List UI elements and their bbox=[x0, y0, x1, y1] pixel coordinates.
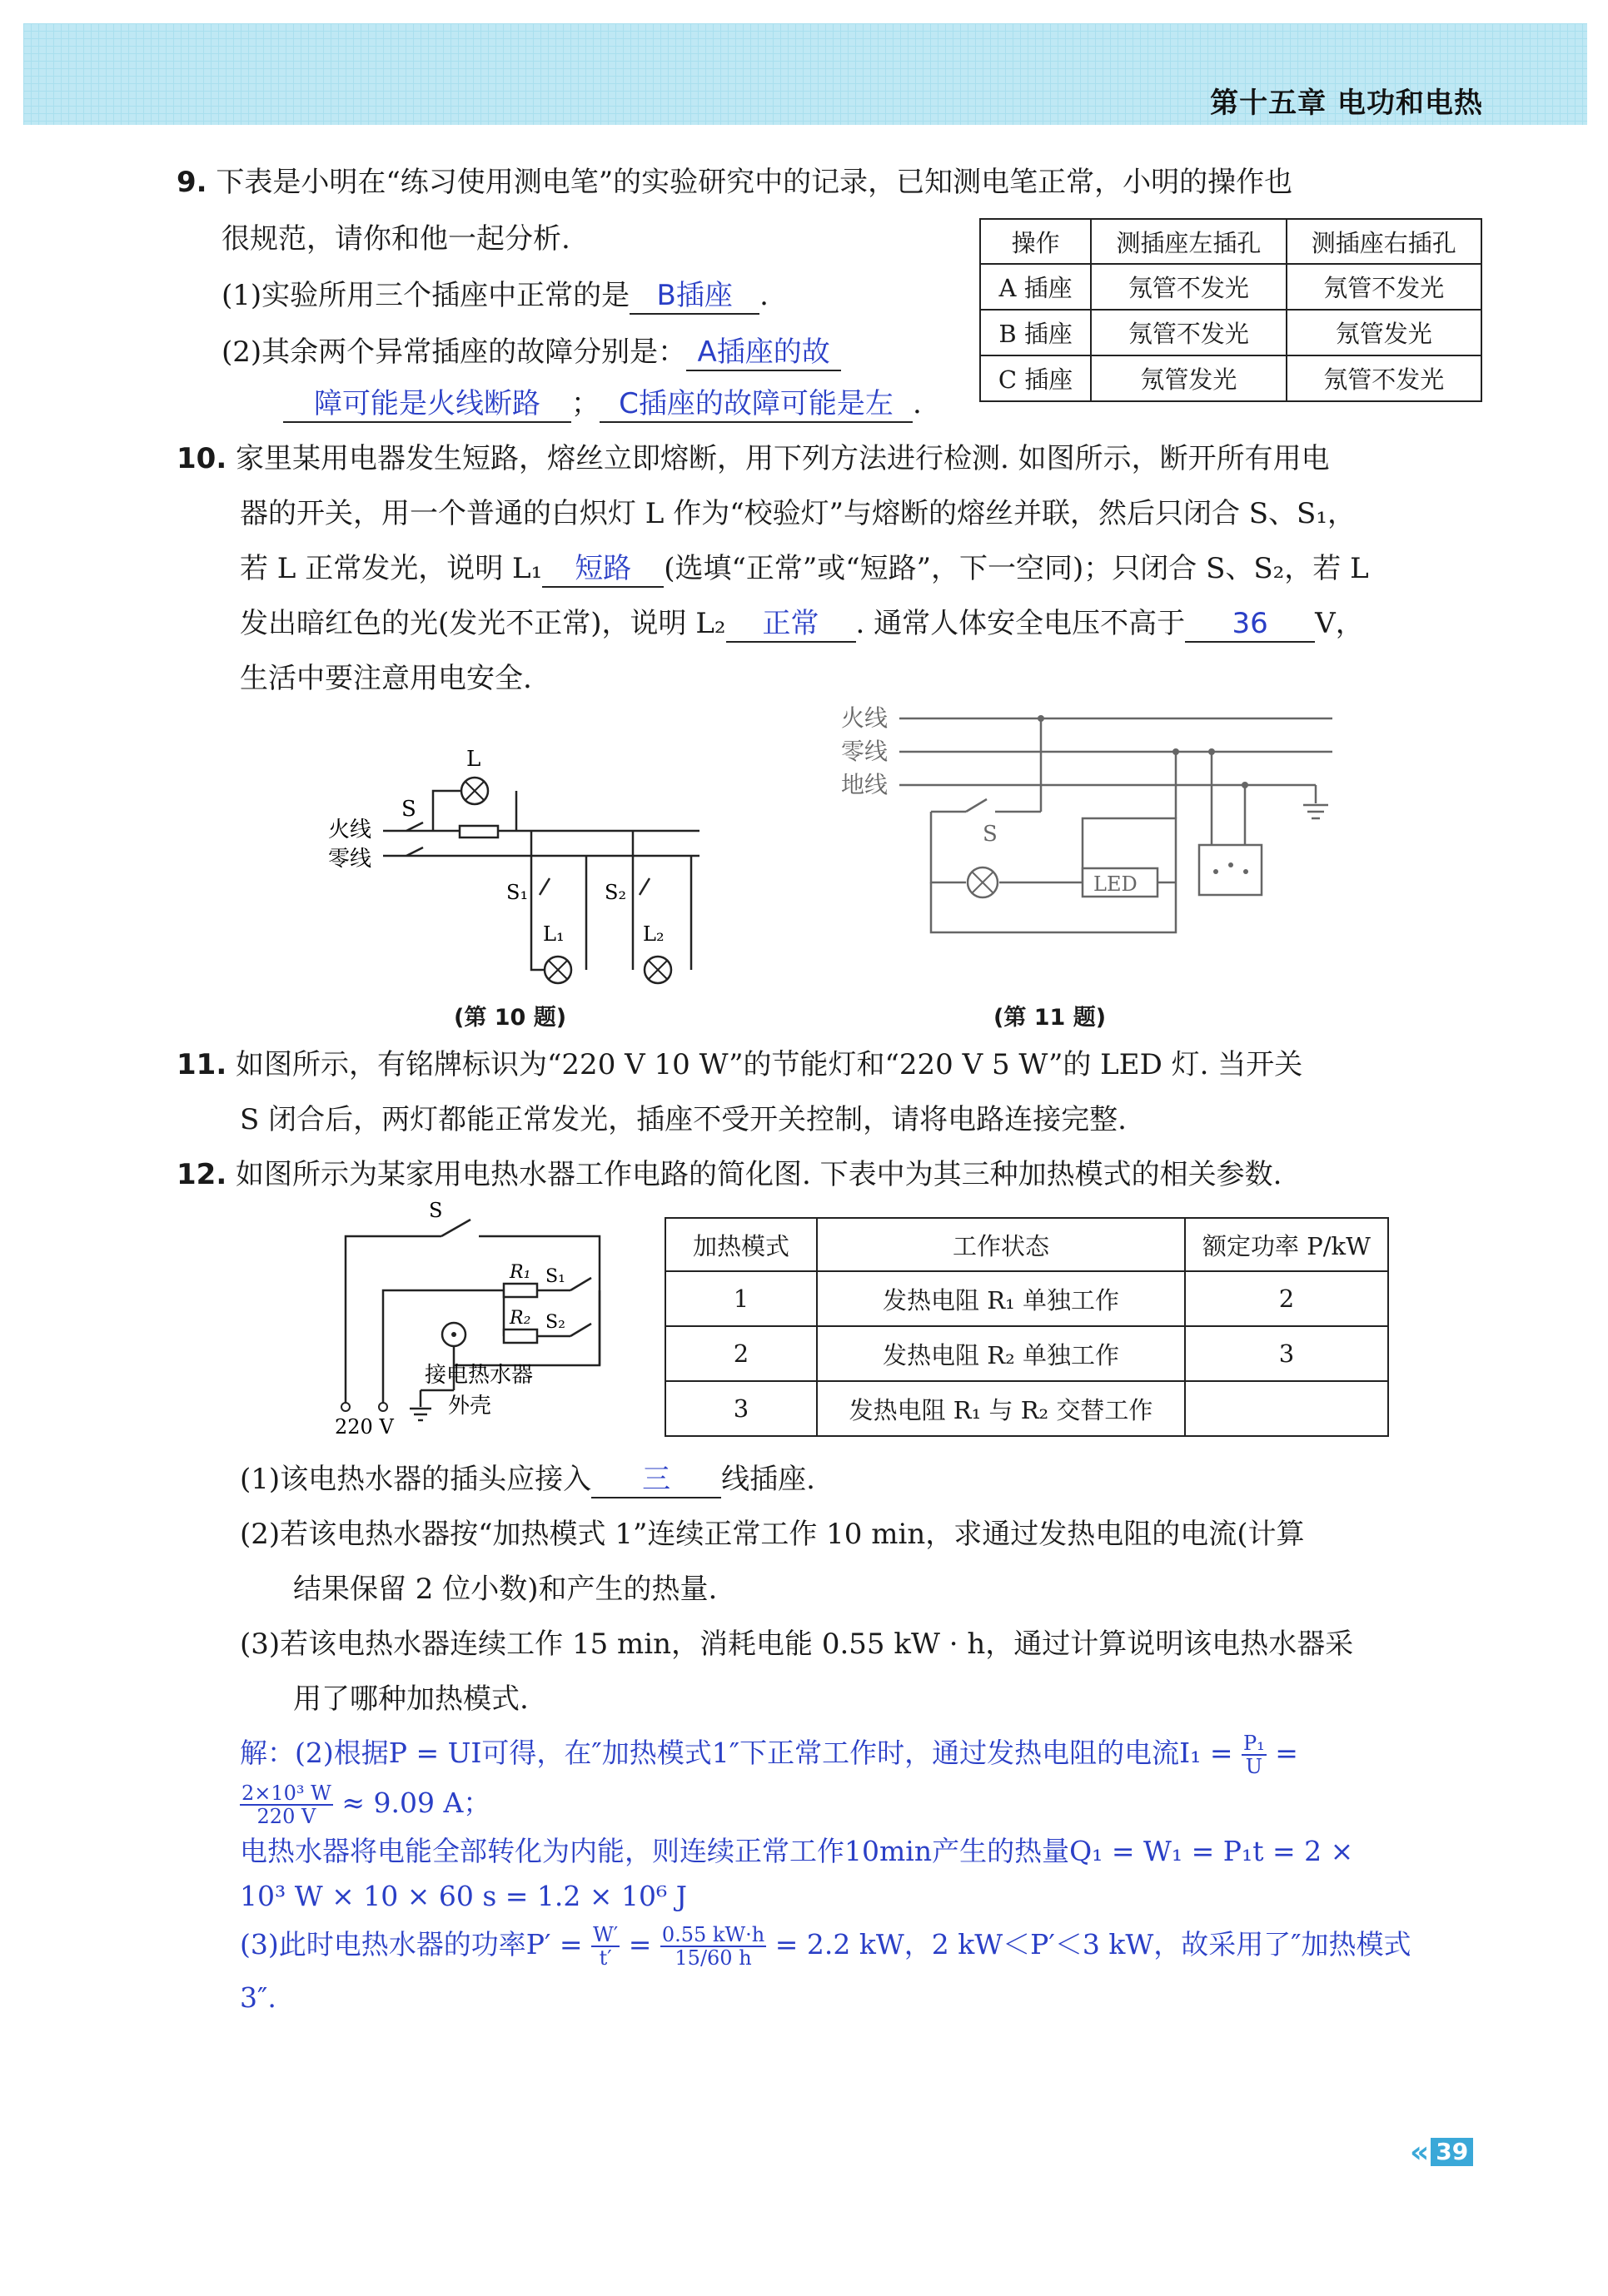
q12-th-0: 加热模式 bbox=[665, 1218, 817, 1271]
fig10-L-label: L bbox=[466, 747, 481, 772]
q9-p2-suffix: . bbox=[913, 387, 922, 420]
q9-p2-sep: ； bbox=[571, 387, 600, 420]
q10-line5: 生活中要注意用电安全. bbox=[240, 662, 532, 695]
solution-l5-b: = bbox=[620, 1928, 660, 1961]
resistor-R1-icon bbox=[504, 1284, 537, 1297]
q12-table-header bbox=[665, 1218, 1388, 1271]
q9-table bbox=[979, 218, 1482, 402]
q9-cell: 氖管不发光 bbox=[1287, 355, 1481, 401]
q12-p1-suffix: 线插座. bbox=[721, 1463, 815, 1496]
q9-p2-prefix: (2)其余两个异常插座的故障分别是： bbox=[222, 335, 687, 369]
resistor-R2-icon bbox=[504, 1329, 537, 1343]
q10-line1-text: 家里某用电器发生短路，熔丝立即熔断，用下列方法进行检测. 如图所示，断开所有用电 bbox=[236, 442, 1330, 475]
q9-cell: 氖管不发光 bbox=[1287, 264, 1481, 310]
fig12-R2-label: R₂ bbox=[510, 1308, 531, 1329]
solution-frac-p1-u bbox=[1242, 1732, 1267, 1777]
q9-cell: 氖管发光 bbox=[1287, 310, 1481, 355]
fig10-zero-label: 零线 bbox=[328, 847, 372, 872]
frac-numerator: W′ bbox=[593, 1923, 619, 1946]
fig10-L2-label: L₂ bbox=[643, 922, 665, 946]
q9-p2-answer-a: A插座的故 bbox=[686, 335, 841, 371]
table-row bbox=[980, 310, 1481, 355]
solution-line2 bbox=[240, 1780, 490, 1827]
q10-answer-2: 正常 bbox=[726, 606, 856, 643]
q9-cell: 氖管不发光 bbox=[1091, 310, 1286, 355]
q12-line1 bbox=[177, 1147, 1282, 1202]
q11-line1 bbox=[177, 1037, 1302, 1092]
frac-denominator: t′ bbox=[599, 1946, 612, 1970]
solution-line3: 电热水器将电能全部转化为内能，则连续正常工作10min产生的热量Q₁ = W₁ = P₁t = 2 × bbox=[240, 1835, 1354, 1867]
figure-11-circuit bbox=[833, 695, 1349, 945]
q12-cell: 3 bbox=[1185, 1326, 1388, 1381]
q10-answer-3: 36 bbox=[1185, 606, 1315, 643]
q9-part2-cont bbox=[283, 376, 922, 431]
q12-part3-line1: (3)若该电热水器连续工作 15 min，消耗电能 0.55 kW · h，通过计算说明该电热水器采 bbox=[240, 1628, 1354, 1661]
q9-part1 bbox=[222, 268, 769, 323]
solution-l2-b: ≈ 9.09 A； bbox=[332, 1787, 491, 1819]
page-number-badge bbox=[1410, 2136, 1485, 2168]
fig12-S1-label: S₁ bbox=[545, 1266, 565, 1287]
q11-number: 11. bbox=[177, 1048, 227, 1081]
table-row bbox=[665, 1381, 1388, 1436]
q9-table-header bbox=[980, 219, 1481, 264]
q12-cell: 发热电阻 R₁ 单独工作 bbox=[817, 1271, 1185, 1326]
q10-answer-1: 短路 bbox=[542, 551, 664, 588]
solution-frac-value bbox=[240, 1782, 333, 1827]
fig10-S2-label: S₂ bbox=[605, 881, 627, 904]
q12-stem: 如图所示为某家用电热水器工作电路的简化图. 下表中为其三种加热模式的相关参数. bbox=[236, 1158, 1282, 1191]
q9-th-2: 测插座右插孔 bbox=[1287, 219, 1481, 264]
frac-numerator: 0.55 kW·h bbox=[661, 1923, 765, 1946]
q9-cell: 氖管不发光 bbox=[1091, 264, 1286, 310]
q12-p1-prefix: (1)该电热水器的插头应接入 bbox=[240, 1463, 592, 1496]
q10-number: 10. bbox=[177, 442, 227, 475]
figure-10-circuit bbox=[316, 733, 716, 999]
q10-line4 bbox=[240, 596, 1364, 651]
fig12-S-label: S bbox=[429, 1199, 443, 1222]
q12-cell: 发热电阻 R₂ 单独工作 bbox=[817, 1326, 1185, 1381]
table-row bbox=[980, 264, 1481, 310]
fig12-voltage-label: 220 V bbox=[335, 1415, 394, 1439]
q12-cell: 3 bbox=[665, 1381, 817, 1436]
q9-cell: A 插座 bbox=[980, 264, 1091, 310]
table-row bbox=[665, 1271, 1388, 1326]
q11-line1-text: 如图所示，有铭牌标识为“220 V 10 W”的节能灯和“220 V 5 W”的 LED 灯. 当开关 bbox=[236, 1048, 1303, 1081]
q9-p1-answer: B插座 bbox=[630, 278, 759, 315]
q12-part2-line2: 结果保留 2 位小数)和产生的热量. bbox=[293, 1573, 718, 1606]
table-row bbox=[665, 1326, 1388, 1381]
frac-denominator: 220 V bbox=[256, 1805, 316, 1828]
q10-line3-prefix: 若 L 正常发光，说明 L₁ bbox=[240, 552, 543, 585]
fig12-case2-label: 外壳 bbox=[448, 1394, 492, 1419]
q9-part2 bbox=[222, 325, 841, 380]
solution-line5 bbox=[240, 1921, 1411, 1969]
solution-l1-b: = bbox=[1266, 1737, 1298, 1769]
solution-l5-c: = 2.2 kW，2 kW＜P′＜3 kW，故采用了″加热模式 bbox=[766, 1928, 1411, 1961]
table-row bbox=[980, 355, 1481, 401]
q9-line1 bbox=[177, 155, 1292, 210]
fig10-caption: (第 10 题) bbox=[454, 1005, 567, 1031]
fig11-ground-label: 地线 bbox=[841, 771, 889, 798]
q9-th-0: 操作 bbox=[980, 219, 1091, 264]
q12-part2-line1: (2)若该电热水器按“加热模式 1”连续正常工作 10 min，求通过发热电阻的电流(计算 bbox=[240, 1518, 1305, 1551]
q12-p1-answer: 三 bbox=[591, 1462, 721, 1498]
double-chevron-left-icon: « bbox=[1410, 2134, 1430, 2169]
frac-numerator: 2×10³ W bbox=[241, 1782, 331, 1805]
q9-number: 9. bbox=[177, 166, 207, 199]
q12-part1 bbox=[240, 1452, 815, 1507]
fig12-S2-label: S₂ bbox=[545, 1312, 565, 1333]
fig11-S-label: S bbox=[983, 822, 998, 847]
fig12-R1-label: R₁ bbox=[510, 1262, 531, 1283]
q10-line4-mid: . 通常人体安全电压不高于 bbox=[855, 607, 1186, 640]
fig11-zero-label: 零线 bbox=[841, 738, 889, 765]
q10-line3 bbox=[240, 541, 1369, 596]
solution-line4: 10³ W × 10 × 60 s = 1.2 × 10⁶ J bbox=[240, 1880, 687, 1912]
fig11-fire-label: 火线 bbox=[841, 704, 889, 732]
q12-th-1: 工作状态 bbox=[817, 1218, 1185, 1271]
solution-line1 bbox=[240, 1730, 1298, 1777]
q10-line1 bbox=[177, 431, 1330, 486]
chapter-title: 第十五章 电功和电热 bbox=[1210, 87, 1483, 120]
q12-part3-line2: 用了哪种加热模式. bbox=[293, 1682, 529, 1716]
fig10-S1-label: S₁ bbox=[506, 881, 529, 904]
socket-icon bbox=[1199, 845, 1262, 895]
q12-cell: 2 bbox=[665, 1326, 817, 1381]
solution-line6: 3″. bbox=[240, 1981, 276, 2014]
fig10-fire-label: 火线 bbox=[328, 818, 372, 842]
q12-cell: 2 bbox=[1185, 1271, 1388, 1326]
q9-p1-suffix: . bbox=[759, 279, 769, 312]
solution-frac-w-t bbox=[591, 1924, 620, 1969]
frac-denominator: U bbox=[1245, 1755, 1262, 1778]
q12-cell bbox=[1185, 1381, 1388, 1436]
q9-p2-answer-c: C插座的故障可能是左 bbox=[600, 386, 913, 423]
q9-cell: 氖管发光 bbox=[1091, 355, 1286, 401]
q9-p1-prefix: (1)实验所用三个插座中正常的是 bbox=[222, 279, 630, 312]
q12-cell: 发热电阻 R₁ 与 R₂ 交替工作 bbox=[817, 1381, 1185, 1436]
q9-cell: C 插座 bbox=[980, 355, 1091, 401]
fig11-caption: (第 11 题) bbox=[993, 1005, 1107, 1031]
q10-line2: 器的开关，用一个普通的白炽灯 L 作为“校验灯”与熔断的熔丝并联，然后只闭合 S、S₁， bbox=[240, 497, 1356, 530]
q9-cell: B 插座 bbox=[980, 310, 1091, 355]
solution-l1-a: 解：(2)根据P = UI可得，在″加热模式1″下正常工作时，通过发热电阻的电流I₁ = bbox=[240, 1737, 1242, 1769]
fig10-L1-label: L₁ bbox=[543, 922, 565, 946]
q12-table bbox=[665, 1217, 1389, 1437]
q9-p2-answer-b: 障可能是火线断路 bbox=[283, 386, 571, 423]
solution-frac-energy-time bbox=[660, 1924, 766, 1969]
page-number: 39 bbox=[1431, 2138, 1473, 2166]
frac-denominator: 15/60 h bbox=[675, 1946, 752, 1970]
q12-cell: 1 bbox=[665, 1271, 817, 1326]
q9-stem-line2: 很规范，请你和他一起分析. bbox=[222, 222, 570, 256]
q10-line4-prefix: 发出暗红色的光(发光不正常)，说明 L₂ bbox=[240, 607, 726, 640]
solution-l5-a: (3)此时电热水器的功率P′ = bbox=[240, 1928, 592, 1961]
frac-numerator: P₁ bbox=[1242, 1732, 1265, 1755]
figure-12-circuit bbox=[325, 1199, 625, 1440]
q10-line3-suffix: (选填“正常”或“短路”，下一空同)；只闭合 S、S₂，若 L bbox=[664, 552, 1369, 585]
fig11-led-label: LED bbox=[1093, 872, 1138, 896]
fig10-S-label: S bbox=[401, 797, 416, 822]
q10-line4-suffix: V， bbox=[1315, 607, 1364, 640]
fig12-case-label: 接电热水器 bbox=[425, 1363, 534, 1388]
q12-number: 12. bbox=[177, 1158, 227, 1191]
q9-stem-line1: 下表是小明在“练习使用测电笔”的实验研究中的记录，已知测电笔正常，小明的操作也 bbox=[216, 166, 1293, 199]
q11-line2: S 闭合后，两灯都能正常发光，插座不受开关控制，请将电路连接完整. bbox=[240, 1103, 1127, 1136]
q9-th-1: 测插座左插孔 bbox=[1091, 219, 1286, 264]
q12-th-2: 额定功率 P/kW bbox=[1185, 1218, 1388, 1271]
